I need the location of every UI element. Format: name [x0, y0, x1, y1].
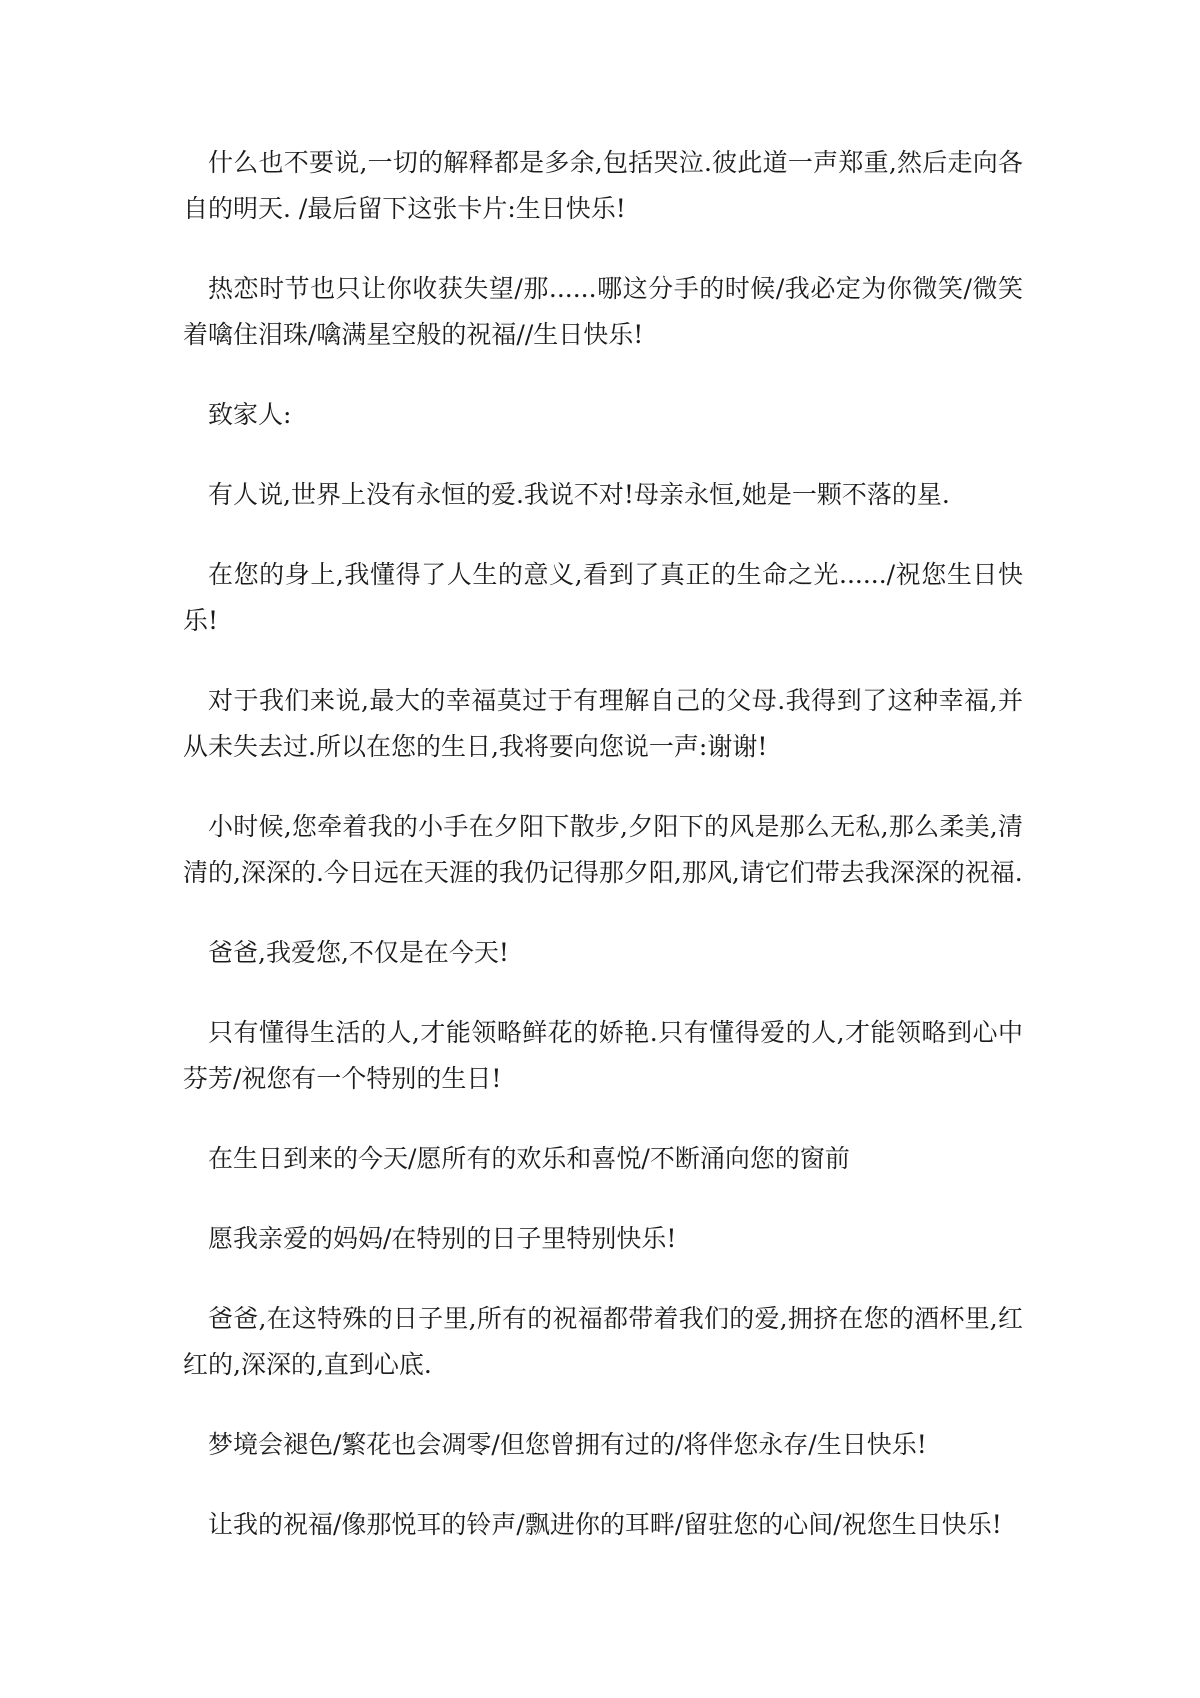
- document-body: [183, 140, 1023, 1582]
- paragraph: 愿我亲爱的妈妈/在特别的日子里特别快乐!: [208, 1224, 677, 1253]
- paragraph: 让我的祝福/像那悦耳的铃声/飘进你的耳畔/留驻您的心间/祝您生日快乐!: [208, 1510, 1002, 1539]
- paragraph: 梦境会褪色/繁花也会凋零/但您曾拥有过的/将伴您永存/生日快乐!: [208, 1430, 927, 1459]
- paragraph: 在您的身上,我懂得了人生的意义,看到了真正的生命之光....../祝您生日快乐!: [183, 560, 1023, 635]
- paragraph: 爸爸,在这特殊的日子里,所有的祝福都带着我们的爱,拥挤在您的酒杯里,红红的,深深的,直到心底.: [183, 1304, 1023, 1379]
- paragraph: 在生日到来的今天/愿所有的欢乐和喜悦/不断涌向您的窗前: [208, 1144, 850, 1173]
- paragraph: 热恋时节也只让你收获失望/那......哪这分手的时候/我必定为你微笑/微笑着噙住泪珠/噙满星空般的祝福//生日快乐!: [183, 274, 1023, 349]
- paragraph: 有人说,世界上没有永恒的爱.我说不对!母亲永恒,她是一颗不落的星.: [208, 480, 950, 509]
- paragraph: 什么也不要说,一切的解释都是多余,包括哭泣.彼此道一声郑重,然后走向各自的明天. /最后留下这张卡片:生日快乐!: [183, 148, 1023, 223]
- paragraph: 只有懂得生活的人,才能领略鲜花的娇艳.只有懂得爱的人,才能领略到心中芬芳/祝您有一个特别的生日!: [183, 1018, 1023, 1093]
- paragraph: 对于我们来说,最大的幸福莫过于有理解自己的父母.我得到了这种幸福,并从未失去过.所以在您的生日,我将要向您说一声:谢谢!: [183, 686, 1023, 761]
- section-heading: 致家人:: [208, 400, 292, 429]
- paragraph: 小时候,您牵着我的小手在夕阳下散步,夕阳下的风是那么无私,那么柔美,清清的,深深的.今日远在天涯的我仍记得那夕阳,那风,请它们带去我深深的祝福.: [183, 812, 1023, 887]
- paragraph: 爸爸,我爱您,不仅是在今天!: [208, 938, 509, 967]
